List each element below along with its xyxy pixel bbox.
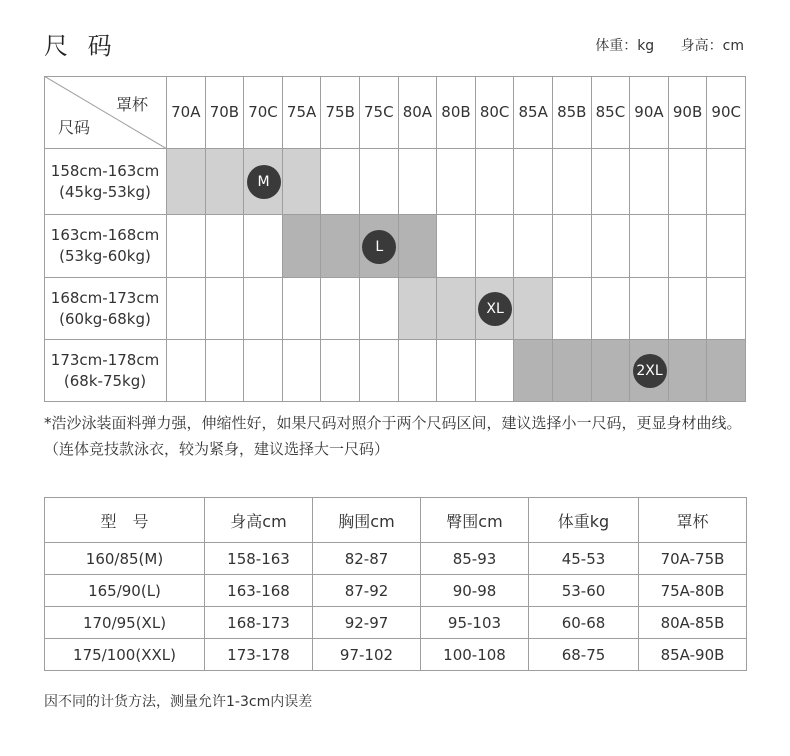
size-note: *浩沙泳装面料弹力强，伸缩性好，如果尺码对照介于两个尺码区间，建议选择小一尺码，更显身材曲线。（连体竞技款泳衣，较为紧身，建议选择大一尺码）: [44, 414, 742, 458]
cup-header-80a: 80A: [399, 76, 438, 149]
size-range-cell: [321, 215, 360, 278]
cup-header-70b: 70B: [206, 76, 245, 149]
spec-header-cell: 体重kg: [529, 498, 639, 543]
grid-cell: [283, 340, 322, 402]
cup-header-90c: 90C: [707, 76, 746, 149]
grid-cell: [553, 278, 592, 340]
measurement-note: 因不同的计货方法，测量允许1-3cm内误差: [44, 694, 313, 710]
grid-cell: [360, 278, 399, 340]
cup-header-90a: 90A: [630, 76, 669, 149]
corner-size-label: 尺码: [58, 118, 91, 137]
cup-header-70c: 70C: [244, 76, 283, 149]
grid-cell: [244, 278, 283, 340]
unit-legend: [573, 35, 744, 55]
grid-cell: [553, 149, 592, 215]
spec-header-cell: 胸围cm: [313, 498, 421, 543]
grid-cell: [437, 340, 476, 402]
size-chart: [44, 76, 746, 402]
spec-header-cell: 罩杯: [639, 498, 747, 543]
size-range-cell: [669, 340, 708, 402]
row-weight-range: (53kg-60kg): [59, 247, 151, 265]
spec-table-cell: 100-108: [421, 639, 529, 671]
grid-cell: [360, 149, 399, 215]
spec-table-cell: 60-68: [529, 607, 639, 639]
spec-table-cell: 170/95(XL): [45, 607, 205, 639]
spec-table-cell: 70A-75B: [639, 543, 747, 575]
spec-table-cell: 45-53: [529, 543, 639, 575]
size-badge-l: L: [362, 230, 396, 264]
grid-cell: [167, 340, 206, 402]
size-range-cell: [514, 340, 553, 402]
grid-cell: [321, 278, 360, 340]
size-badge-m: M: [247, 165, 281, 199]
grid-cell: [514, 215, 553, 278]
spec-table-cell: 97-102: [313, 639, 421, 671]
row-height-range: 168cm-173cm: [50, 288, 160, 307]
size-range-cell: [553, 340, 592, 402]
size-range-cell: [399, 215, 438, 278]
spec-table-cell: 68-75: [529, 639, 639, 671]
grid-cell: [476, 340, 515, 402]
row-header-2xl: [44, 340, 167, 402]
spec-header-cell: 型 号: [45, 498, 205, 543]
cup-header-80b: 80B: [437, 76, 476, 149]
grid-cell: [360, 340, 399, 402]
spec-header-row: [45, 498, 747, 543]
grid-cell: [707, 278, 746, 340]
grid-cell: [321, 149, 360, 215]
grid-cell: [399, 340, 438, 402]
grid-cell: [206, 340, 245, 402]
cup-header-75b: 75B: [321, 76, 360, 149]
spec-table-cell: 173-178: [205, 639, 313, 671]
spec-table-cell: 92-97: [313, 607, 421, 639]
row-header-m: [44, 149, 167, 215]
spec-header-cell: 臀围cm: [421, 498, 529, 543]
spec-table-cell: 160/85(M): [45, 543, 205, 575]
row-weight-range: (68k-75kg): [63, 371, 147, 390]
spec-table-cell: 95-103: [421, 607, 529, 639]
grid-cell: [707, 149, 746, 215]
grid-cell: [669, 149, 708, 215]
row-weight-range: (45kg-53kg): [59, 182, 151, 201]
cup-header-80c: 80C: [476, 76, 515, 149]
cup-header-90b: 90B: [669, 76, 708, 149]
cup-header-85a: 85A: [514, 76, 553, 149]
grid-cell: [244, 340, 283, 402]
size-range-cell: [399, 278, 438, 340]
spec-table-cell: 87-92: [313, 575, 421, 607]
spec-table-cell: 175/100(XXL): [45, 639, 205, 671]
grid-cell: [167, 215, 206, 278]
grid-cell: [630, 149, 669, 215]
size-range-cell: [514, 278, 553, 340]
size-range-cell: [707, 340, 746, 402]
spec-table-cell: 82-87: [313, 543, 421, 575]
cup-header-70a: 70A: [167, 76, 206, 149]
cup-header-75a: 75A: [283, 76, 322, 149]
spec-table-row: [45, 575, 747, 607]
grid-cell: [669, 278, 708, 340]
grid-cell: [244, 215, 283, 278]
cup-header-85b: 85B: [553, 76, 592, 149]
spec-table-cell: 85-93: [421, 543, 529, 575]
grid-cell: [399, 149, 438, 215]
grid-cell: [206, 215, 245, 278]
row-header-xl: [44, 278, 167, 340]
grid-cell: [514, 149, 553, 215]
cup-header-85c: 85C: [592, 76, 631, 149]
spec-table-row: [45, 639, 747, 671]
spec-table-cell: 165/90(L): [45, 575, 205, 607]
page-title: 尺 码: [44, 32, 118, 60]
grid-cell: [437, 215, 476, 278]
grid-cell: [592, 149, 631, 215]
grid-cell: [321, 340, 360, 402]
size-badge-2xl: 2XL: [633, 354, 667, 388]
size-range-cell: [592, 340, 631, 402]
grid-cell: [592, 215, 631, 278]
grid-cell: [630, 215, 669, 278]
spec-table-cell: 163-168: [205, 575, 313, 607]
size-range-cell: [437, 278, 476, 340]
row-header-l: [44, 215, 167, 278]
spec-table-cell: 158-163: [205, 543, 313, 575]
size-range-cell: [206, 149, 245, 215]
cup-header-75c: 75C: [360, 76, 399, 149]
spec-table-cell: 168-173: [205, 607, 313, 639]
grid-cell: [553, 215, 592, 278]
chart-corner-cell: [44, 76, 167, 149]
row-height-range: 158cm-163cm: [50, 161, 160, 180]
row-height-range: 163cm-168cm: [50, 226, 160, 244]
grid-cell: [167, 278, 206, 340]
spec-table-cell: 53-60: [529, 575, 639, 607]
size-badge-xl: XL: [478, 292, 512, 326]
grid-cell: [592, 278, 631, 340]
grid-cell: [669, 215, 708, 278]
grid-cell: [476, 215, 515, 278]
spec-table-cell: 75A-80B: [639, 575, 747, 607]
grid-cell: [206, 278, 245, 340]
spec-table-row: [45, 607, 747, 639]
spec-header-cell: 身高cm: [205, 498, 313, 543]
spec-table-row: [45, 543, 747, 575]
size-range-cell: [283, 149, 322, 215]
row-height-range: 173cm-178cm: [50, 350, 160, 369]
size-range-cell: [283, 215, 322, 278]
grid-cell: [437, 149, 476, 215]
size-spec-table: [44, 497, 747, 671]
grid-cell: [283, 278, 322, 340]
corner-cup-label: 罩杯: [115, 95, 148, 114]
spec-table-cell: 90-98: [421, 575, 529, 607]
grid-cell: [630, 278, 669, 340]
spec-table-cell: 85A-90B: [639, 639, 747, 671]
grid-cell: [476, 149, 515, 215]
height-unit: 身高：cm: [680, 38, 744, 54]
grid-cell: [707, 215, 746, 278]
row-weight-range: (60kg-68kg): [59, 309, 151, 328]
weight-unit: 体重：kg: [595, 38, 655, 54]
size-range-cell: [167, 149, 206, 215]
spec-table-cell: 80A-85B: [639, 607, 747, 639]
